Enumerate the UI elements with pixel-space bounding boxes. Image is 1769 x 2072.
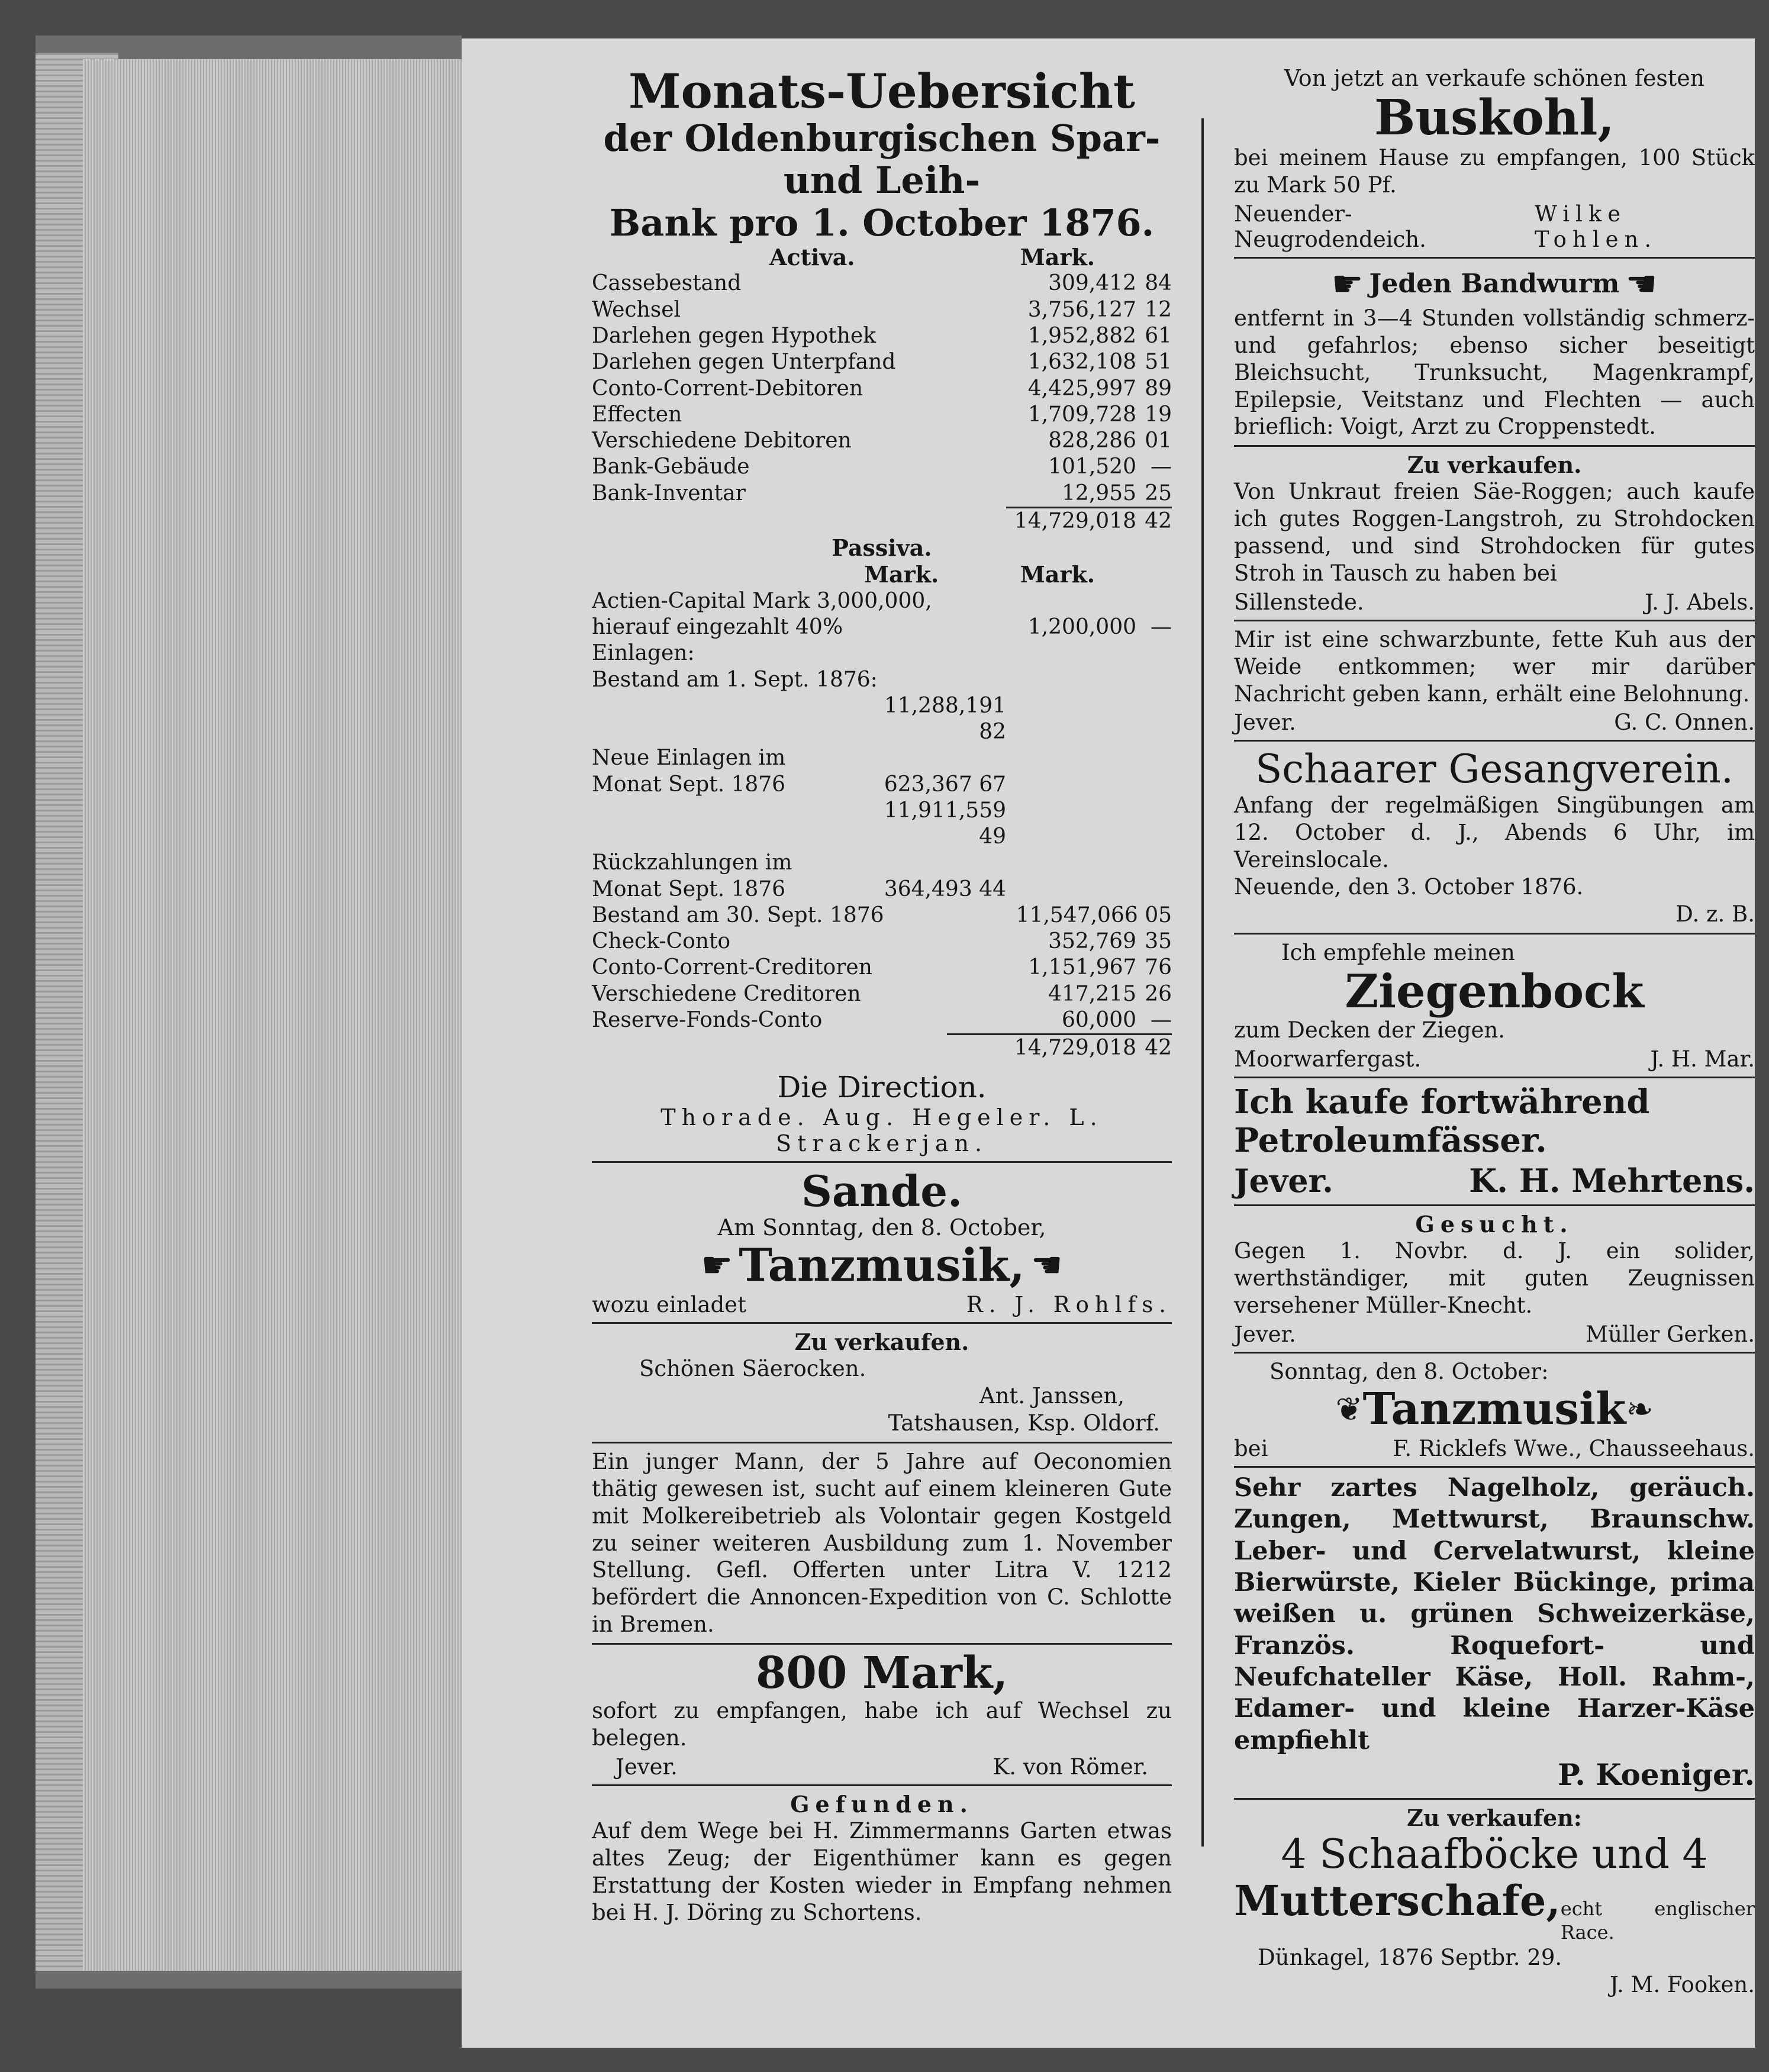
rule (592, 1161, 1172, 1163)
rule (1234, 740, 1755, 742)
verkaufen-ad-1 (592, 1329, 1172, 1437)
activa-row: Bank-Inventar 12,955 25 (592, 481, 1172, 505)
signature: Ant. Janssen, (979, 1383, 1124, 1409)
bank-subtitle-1: der Oldenburgischen Spar- und Leih- (603, 117, 1161, 202)
koeniger-ad (1234, 1472, 1755, 1793)
activa-row: Darlehen gegen Hypothek 1,952,882 61 (592, 324, 1172, 349)
rule (1234, 1352, 1755, 1354)
activa-row: Conto-Corrent-Debitoren 4,425,997 89 (592, 376, 1172, 401)
passiva-row: Neue Einlagen im (592, 746, 786, 771)
ad-title: Buskohl, (1374, 89, 1615, 146)
ad-title: Jeden Bandwurm (1369, 269, 1620, 299)
ad-text: entfernt in 3—4 Stunden vollständig schmerz- und gefahrlos; ebenso sicher beseitigt Bleichsucht, Trunksucht, Magenkrampf, Epilepsie, Veitstanz und Flechten — auch brieflich: Voigt, Arzt zu Croppenstedt. (1234, 305, 1755, 440)
passiva-row: hierauf eingezahlt 40% 1,200,000 — (592, 615, 1172, 639)
column-divider (1201, 118, 1204, 1847)
signature: K. H. Mehrtens. (1469, 1162, 1755, 1200)
ad-title: Zu verkaufen: (1407, 1804, 1582, 1831)
ad-text: Anfang der regelmäßigen Singübungen am 12. October d. J., Abends 6 Uhr, im Vereinslocale. (1234, 792, 1755, 873)
ad-text: Sehr zartes Nagelholz, geräuch. Zungen, Mettwurst, Braunschw. Leber- und Cervelatwurst, kleine Bierwürste, Kieler Bückinge, prima weißen u. grünen Schweizerkäse, Französ. Roquefort- und Neufchateller Käse, Holl. Rahm-, Edamer- und kleine Harzer-Käse empfiehlt (1234, 1473, 1755, 1755)
bandwurm-ad (1234, 263, 1755, 440)
junger-mann-ad: Ein junger Mann, der 5 Jahre auf Oeconomien thätig gewesen ist, sucht auf einem kleineren Gute mit Molkereibetrieb als Volontair gegen Kostgeld zu seiner weiteren Ausbildung zum 1. November Stellung. Gefl. Offerten unter Litra V. 1212 befördert die Annoncen-Expedition von C. Schlotte in Bremen. (592, 1448, 1172, 1638)
activa-row: Cassebestand 309,412 84 (592, 271, 1172, 296)
pointing-hand-left-icon: ☚ (1030, 1244, 1063, 1286)
bank-overview (592, 65, 1172, 270)
ad-title: Zu verkaufen. (794, 1329, 969, 1356)
ad-title: Gefunden. (790, 1791, 974, 1818)
passiva-row: Bestand am 1. Sept. 1876: (592, 667, 878, 692)
rule (1234, 1204, 1755, 1206)
passiva-row: Monat Sept. 1876 364,493 44 (592, 877, 1006, 901)
passiva-row: Bestand am 30. Sept. 1876 11,547,066 05 (592, 903, 1172, 927)
signature: R. J. Rohlfs. (966, 1292, 1172, 1318)
ad-text: bei meinem Hause zu empfangen, 100 Stück zu Mark 50 Pf. (1234, 145, 1755, 198)
ad-title: Gesucht. (1415, 1211, 1574, 1238)
ad-text: Mir ist eine schwarzbunte, fette Kuh aus der Weide entkommen; wer mir darüber Nachricht geben kann, erhält eine Belohnung. (1234, 626, 1755, 707)
ad-intro: Ich empfehle meinen (1281, 939, 1515, 965)
ziegenbock-ad (1234, 939, 1755, 1072)
right-column (1234, 65, 1755, 1999)
signature: Wilke Tohlen. (1534, 201, 1658, 252)
rule (1234, 445, 1755, 447)
passiva-row: Rückzahlungen im (592, 850, 792, 875)
signature: K. von Römer. (993, 1754, 1148, 1780)
signature-place: Jever. (616, 1754, 678, 1780)
signature: J. H. Mar. (1650, 1046, 1755, 1072)
ad-text: zum Decken der Ziegen. (1234, 1017, 1506, 1043)
ad-text: Auf dem Wege bei H. Zimmermanns Garten etwas altes Zeug; der Eigenthümer kann es gegen Erstattung der Kosten wieder in Empfang nehmen bei H. J. Döring zu Schortens. (592, 1818, 1172, 1925)
activa-row: Bank-Gebäude 101,520 — (592, 455, 1172, 479)
ad-text: sofort zu empfangen, habe ich auf Wechsel zu belegen. (592, 1698, 1172, 1751)
signature: J. M. Fooken. (1610, 1972, 1755, 1998)
ad-date: Dünkagel, 1876 Septbr. 29. (1258, 1945, 1562, 1971)
activa-row: Darlehen gegen Unterpfand 1,632,108 51 (592, 350, 1172, 375)
activa-total: 14,729,018 42 (1006, 507, 1172, 534)
ad-text: Schönen Säerocken. (639, 1356, 866, 1382)
gesangverein-ad (1234, 746, 1755, 927)
tanzmusik-ad-2 (1234, 1358, 1755, 1461)
ad-date: Neuende, den 3. October 1876. (1234, 874, 1584, 900)
bank-subtitle-2: Bank pro 1. October 1876. (609, 201, 1155, 244)
pointing-hand-right-icon: ☛ (1331, 263, 1364, 305)
signature: G. C. Onnen. (1614, 710, 1755, 736)
rule (1234, 1077, 1755, 1078)
invite-text: wozu einladet (592, 1292, 746, 1318)
schafe-ad (1234, 1804, 1755, 1999)
buskohl-ad (1234, 65, 1755, 252)
tanzmusik-title: Tanzmusik, (739, 1238, 1025, 1291)
petroleum-ad (1234, 1083, 1755, 1200)
pointing-hand-left-icon: ☚ (1625, 263, 1658, 305)
rule (1234, 1466, 1755, 1468)
rule (1234, 933, 1755, 935)
rule (592, 1784, 1172, 1786)
rule (592, 1643, 1172, 1645)
signature: P. Koeniger. (1558, 1757, 1755, 1792)
mark800-ad (592, 1649, 1172, 1780)
ad-note: echt englischer Race. (1560, 1897, 1755, 1944)
ad-headline-1: 4 Schaafböcke und 4 (1281, 1831, 1708, 1878)
left-column (592, 65, 1172, 1926)
direction-heading: Die Direction. (777, 1069, 987, 1104)
ad-title: Zu verkaufen. (1407, 452, 1582, 479)
pointing-hand-right-icon: ☛ (701, 1244, 733, 1286)
passiva-row: Check-Conto 352,769 35 (592, 929, 1172, 954)
signature: Müller Gerken. (1586, 1321, 1755, 1347)
ad-text: Von Unkraut freien Säe-Roggen; auch kaufe ich gutes Roggen-Langstroh, zu Strohdocken passend, und sind Strohdocken für gutes Stroh in Tausch zu haben bei (1234, 479, 1755, 586)
rule (1234, 257, 1755, 259)
passiva-row: Monat Sept. 1876 623,367 67 (592, 772, 1006, 797)
direction-names: Thorade. Aug. Hegeler. L. Strackerjan. (660, 1104, 1103, 1156)
rule (1234, 1798, 1755, 1800)
ad-text: bei (1234, 1436, 1268, 1462)
passiva-row: Actien-Capital Mark 3,000,000, (592, 588, 932, 613)
gesucht-ad (1234, 1211, 1755, 1347)
activa-row: Wechsel 3,756,127 12 (592, 297, 1172, 322)
signature: D. z. B. (1675, 901, 1755, 927)
rule (592, 1322, 1172, 1324)
page-edges (83, 59, 462, 1971)
passiva-row: 11,288,191 82 (884, 693, 1006, 745)
activa-row: Effecten 1,709,728 19 (592, 402, 1172, 427)
signature: F. Ricklefs Wwe., Chausseehaus. (1393, 1436, 1755, 1462)
activa-table (592, 270, 1172, 534)
passiva-table (592, 588, 1172, 1062)
signature-place: Sillenstede. (1234, 589, 1364, 615)
passiva-total: 14,729,018 42 (947, 1033, 1172, 1061)
ornament-right-icon: ❧ (1626, 1390, 1654, 1429)
passiva-row: Einlagen: (592, 641, 695, 666)
passiva-label: Passiva. (832, 534, 932, 562)
signature-place: Moorwarfergast. (1234, 1046, 1422, 1072)
passiva-header: Mark. Mark. (864, 561, 1095, 588)
ad-headline-2: Mutterschafe, (1234, 1876, 1561, 1925)
passiva-row: Reserve-Fonds-Conto 60,000 — (592, 1007, 1172, 1032)
sande-title: Sande. (801, 1165, 963, 1216)
gefunden-ad (592, 1791, 1172, 1926)
ad-intro: Von jetzt an verkaufe schönen festen (1284, 65, 1705, 91)
signature-place: Tatshausen, Ksp. Oldorf. (888, 1410, 1160, 1436)
kuh-ad (1234, 626, 1755, 736)
signature-place: Jever. (1234, 710, 1296, 736)
rule (1234, 620, 1755, 621)
verkaufen-ad-2 (1234, 452, 1755, 615)
sande-ad (592, 1165, 1172, 1318)
activa-header: Activa. Mark. (769, 243, 1095, 270)
sande-date: Am Sonntag, den 8. October, (717, 1214, 1046, 1240)
ad-date: Sonntag, den 8. October: (1269, 1358, 1549, 1384)
passiva-row: Conto-Corrent-Creditoren 1,151,967 76 (592, 955, 1172, 980)
signature-place: Neuender-Neugrodendeich. (1234, 201, 1426, 252)
passiva-row: 11,911,559 49 (884, 798, 1006, 849)
rule (592, 1442, 1172, 1443)
ad-text: Gegen 1. Novbr. d. J. ein solider, werthständiger, mit guten Zeugnissen versehener Müller-Knecht. (1234, 1238, 1755, 1318)
ad-title: Ziegenbock (1345, 964, 1644, 1019)
ad-title: Tanzmusik (1362, 1383, 1626, 1435)
ad-title: Schaarer Gesangverein. (1255, 746, 1733, 792)
signature-place: Jever. (1234, 1162, 1333, 1200)
bank-title: Monats-Uebersicht (628, 63, 1135, 119)
ad-title: Ich kaufe fortwährend Petroleumfässer. (1234, 1082, 1650, 1160)
activa-row: Verschiedene Debitoren 828,286 01 (592, 428, 1172, 453)
passiva-row: Verschiedene Creditoren 417,215 26 (592, 981, 1172, 1006)
signature: J. J. Abels. (1645, 589, 1755, 615)
signature-place: Jever. (1234, 1321, 1296, 1347)
ad-title: 800 Mark, (755, 1648, 1008, 1699)
ornament-left-icon: ❦ (1335, 1390, 1363, 1429)
